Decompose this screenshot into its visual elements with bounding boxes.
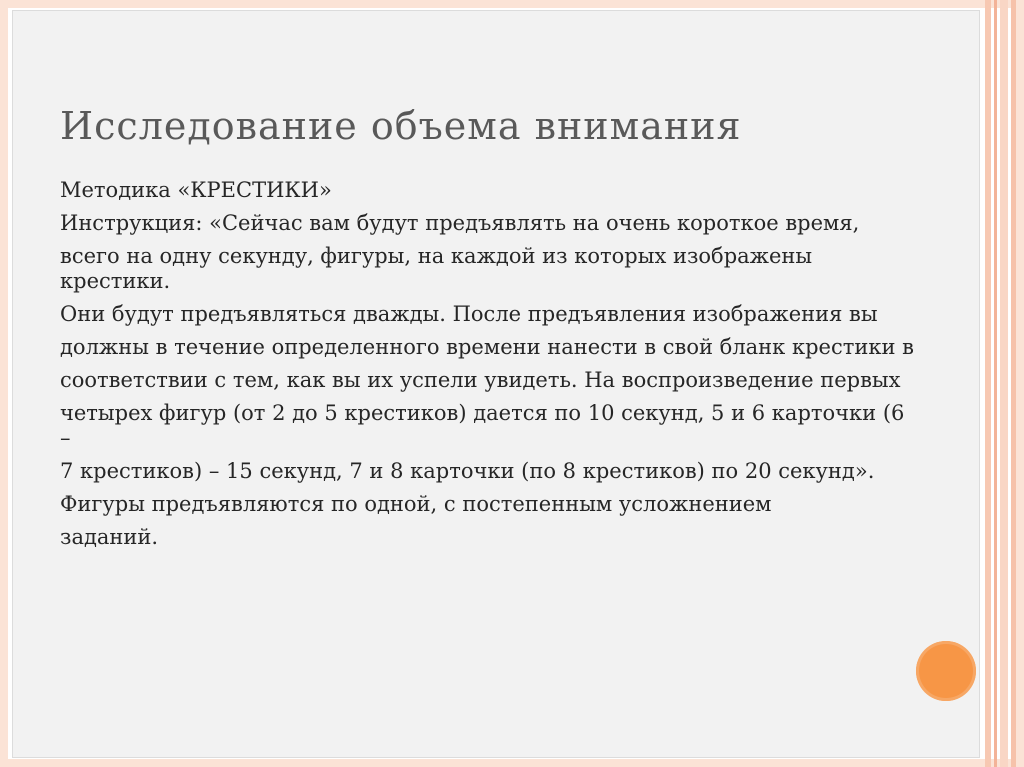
slide-title: Исследование объема внимания	[60, 104, 742, 148]
body-paragraph: соответствии с тем, как вы их успели увидеть. На воспроизведение первых	[60, 368, 901, 392]
body-paragraph: четырех фигур (от 2 до 5 крестиков) дается по 10 секунд, 5 и 6 карточки (6 –	[60, 401, 905, 450]
body-paragraph: Фигуры предъявляются по одной, с постепенным усложнением	[60, 492, 772, 516]
body-paragraph: всего на одну секунду, фигуры, на каждой из которых изображены крестики.	[60, 244, 813, 293]
body-paragraph: заданий.	[60, 525, 159, 549]
decor-stripe	[985, 0, 991, 767]
body-paragraph: должны в течение определенного времени нанести в свой бланк крестики в	[60, 335, 914, 359]
decor-stripe	[1000, 0, 1008, 767]
body-paragraph: 7 крестиков) – 15 секунд, 7 и 8 карточки (по 8 крестиков) по 20 секунд».	[60, 459, 875, 483]
decor-stripe	[1011, 0, 1016, 767]
body-paragraph-method: Методика «КРЕСТИКИ»	[60, 178, 332, 202]
decor-circle-icon	[916, 641, 976, 701]
body-paragraph: Они будут предъявляться дважды. После предъявления изображения вы	[60, 302, 878, 326]
slide-body	[60, 178, 920, 558]
decor-stripe	[994, 0, 997, 767]
body-paragraph: Инструкция: «Сейчас вам будут предъявлять на очень короткое время,	[60, 211, 860, 235]
